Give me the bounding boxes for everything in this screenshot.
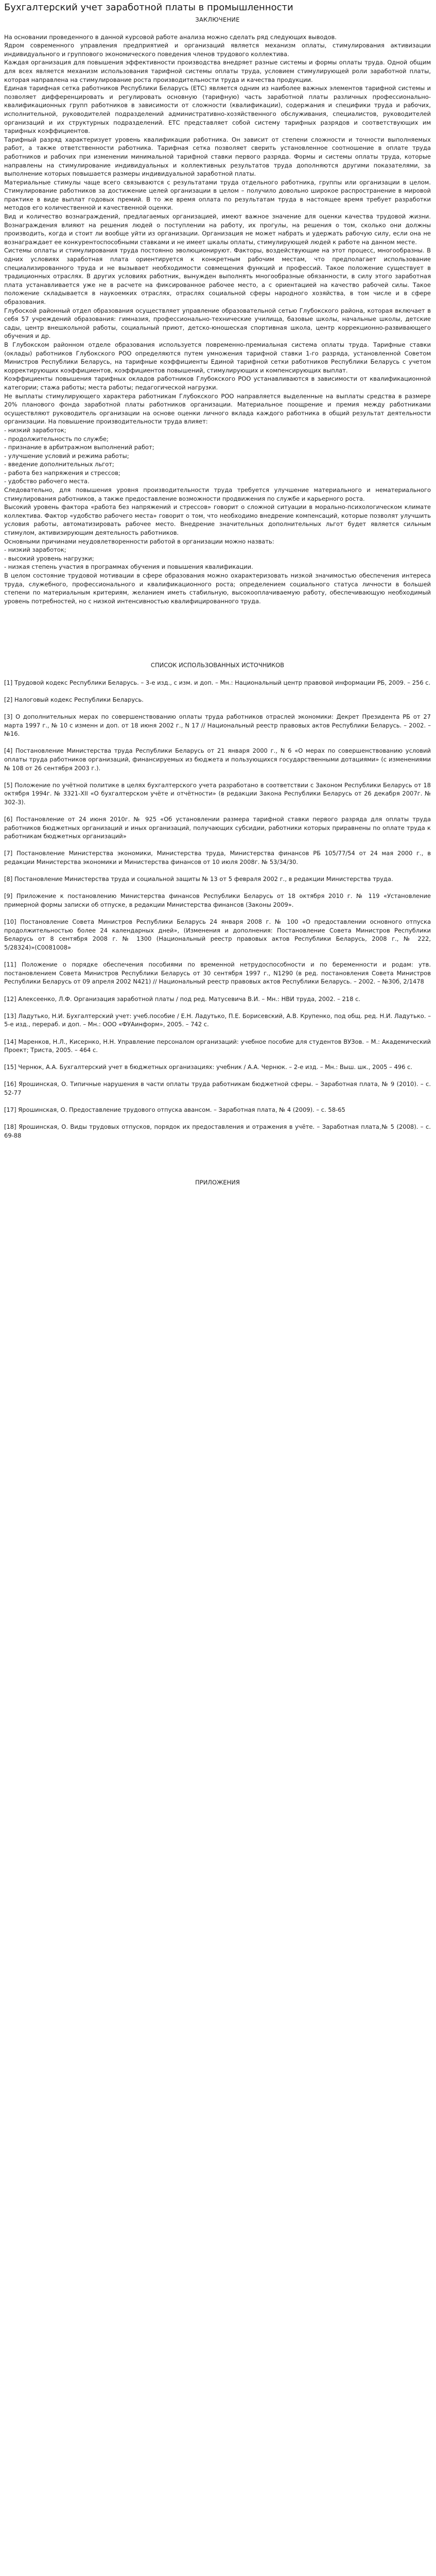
bibliography-entry: [18] Ярошинская, О. Виды трудовых отпусков, порядок их предоставления и отражения в учёте. – Заработная плата,№ 5 (2008). – с. 69-88 [4, 1123, 431, 1140]
conclusion-paragraph: Глубоской районный отдел образования осуществляет управление образовательной сетью Глубокского района, которая включает в себя 57 учреждений образования: гимназия, профессионально-технические училища, базовые школы, начальные школы, детские сады, центр внешкольной работы, социальный приют, детско-юношеская спортивная школа, центр коррекционно-развивающего обучения и др. [4, 307, 431, 340]
conclusion-paragraph: Высокий уровень фактора «работа без напряжений и стрессов» говорит о сложной ситуации в морально-психологическом климате коллектива. Фактор «удобство рабочего места» говорит о том, что необходимо внедрение компенсаций, которые позволят улучшить условия работы, автоматизировать рабочее место. Внедрение значительных дополнительных льгот будет является сильным стимулом, активизирующим деятельность работников. [4, 503, 431, 537]
conclusion-paragraph: Не выплаты стимулирующего характера работникам Глубокского РОО направляется выделенные на выплаты средства в размере 20% планового фонда заработной платы работников организации. Материальное поощрение и премия между работниками осуществляют руководитель организации на основе оценки личного вклада каждого работника в общий результат деятельности организации. На повышение производительности труда влияет: [4, 392, 431, 426]
conclusion-heading: ЗАКЛЮЧЕНИЕ [195, 16, 240, 23]
conclusion-paragraph: - низкий заработок; [4, 546, 66, 554]
conclusion-paragraph: Системы оплаты и стимулирования труда постоянно эволюционируют. Факторы, воздействующие на этот процесс, многообразны. В одних условиях заработная плата ориентируется к конкретным рабочим местам, что предполагает использование специализированного труда и не вызывает необходимости совмещения функций и профессий. Такое положение существует в традиционных отраслях. В других условиях работник, вынужден выполнять многообразные обязанности, в силу этого заработная плата устанавливается уже не в расчете на фиксированное рабочее место, а с ориентацией на качество рабочей силы. Такое положение складывается в наукоемких отраслях, отраслях социальной сферы народного хозяйства, в том числе и в сфере образования. [4, 247, 431, 306]
conclusion-paragraph: Тарифный разряд характеризует уровень квалификации работника. Он зависит от степени сложности и точности выполняемых работ, а также ответственности работника. Тарифная сетка позволяет сверить установленное соотношение в оплате труда работников и рабочих при изменении минимальной тарифной ставки первого разряда. Формы и системы оплаты труда, которые направлены на стимулирование индивидуальных и коллективных результатов труда дополняются другими показателями, за выполнение которых повышается размеры индивидуальной заработной платы. [4, 135, 431, 178]
bibliography-list [4, 679, 431, 1140]
bibliography-heading: СПИСОК ИСПОЛЬЗОВАННЫХ ИСТОЧНИКОВ [150, 662, 285, 669]
conclusion-paragraph: - низкий заработок; [4, 426, 66, 434]
bibliography-entry: [17] Ярошинская, О. Предоставление трудового отпуска авансом. – Заработная плата, № 4 (2009). – с. 58-65 [4, 1106, 345, 1114]
conclusion-paragraph: - введение дополнительных льгот; [4, 461, 114, 468]
conclusion-paragraph: В целом состояние трудовой мотивации в сфере образования можно охарактеризовать низкой значимостью обеспечения интереса труда, служебного, профессионального и квалификационного роста; определением социального статуса личности в большей степени по материальным критериям, желанием иметь стабильную, высокооплачиваемую работу, обеспечивающую необходимый уровень потребностей, но с низкой интенсивностью квалифицированного труда. [4, 572, 431, 605]
bibliography-entry: [12] Алексеенко, Л.Ф. Организация заработной платы / под ред. Матусевича В.И. – Мн.: НВИ труда, 2002. – 218 с. [4, 995, 361, 1003]
document-title: Бухгалтерский учет заработной платы в промышленности [4, 2, 293, 13]
conclusion-paragraph: Коэффициенты повышения тарифных окладов работников Глубокского РОО устанавливаются в зависимости от квалификационной категории; стажа работы; места работы; педагогической нагрузки. [4, 375, 431, 391]
bibliography-entry: [15] Чернюк, А.А. Бухгалтерский учет в бюджетных организациях: учебник / А.А. Чернюк. – 2-е изд. – Мн.: Выш. шк., 2005 – 496 с. [4, 1063, 413, 1071]
conclusion-paragraph: Вид и количество вознаграждений, предлагаемых организацией, имеют важное значение для оценки качества трудовой жизни. Вознаграждения влияют на решения людей о поступлении на работу, их прогулы, на решения о том, сколько они должны производить, когда и стоит ли вообще уйти из организации. Организация не может набрать и удержать рабочую силу, если она не вознаграждает ее конкурентоспособными ставками и не имеет шкалы оплаты, стимулирующей людей к работе на данном месте. [4, 213, 431, 246]
conclusion-paragraph: - удобство рабочего места. [4, 478, 90, 485]
conclusion-paragraph: Материальные стимулы чаще всего связываются с результатами труда отдельного работника, группы или организации в целом. Стимулирование работников за достижение целей организации в целом – получило довольно широкое распространение в мировой практике в виде выплат годовых премий. В то же время оплата по результатам труда в настоящее время требует разработки методов его количественной и качественной оценки. [4, 178, 431, 212]
bibliography-entry: [5] Положение по учётной политике в целях бухгалтерского учета разработано в соответствии с Законом Республики Беларусь от 18 октября 1994г. № 3321-XII «О бухгалтерском учёте и отчётности» (в редакции Закона Республики Беларусь от 26 декабря 2007г. № 302-3). [4, 781, 431, 806]
bibliography-entry: [10] Постановление Совета Министров Республики Беларусь 24 января 2008 г. № 100 «О предоставлении основного отпуска продолжительностью более 24 календарных дней», (Изменения и дополнения: Постановление Совета Министров Республики Беларусь от 8 сентября 2008 г. № 1300 (Национальный реестр правовых актов Республики Беларусь, 2008 г., № 222, 5/28324)»(С0081008» [4, 918, 431, 951]
bibliography-entry: [13] Ладутько, Н.И. Бухгалтерский учет: учеб.пособие / Е.Н. Ладутько, П.Е. Борисевский, А.В. Крупенко, под общ. ред. Н.И. Ладутько. – 5-е изд., перераб. и доп. – Мн.: ООО «ФУАинформ», 2005. – 742 с. [4, 1012, 431, 1028]
section-spacer [4, 605, 431, 661]
conclusion-paragraph: - работа без напряжения и стрессов; [4, 469, 120, 477]
bibliography-entry: [6] Постановление от 24 июня 2010г. № 925 «Об установлении размера тарифной ставки первого разряда для оплаты труда работников бюджетных организаций и иных организаций, получающих субсидии, работники которых приравнены по оплате труда к работникам бюджетных организаций» [4, 816, 431, 840]
appendix-heading: ПРИЛОЖЕНИЯ [195, 1179, 240, 1187]
conclusion-paragraph: Следовательно, для повышения уровня производительности труда требуется улучшение материального и нематериального стимулирования работников, а также предоставление возможности продвижения по службе и карьерного роста. [4, 486, 431, 502]
bibliography-entry: [2] Налоговый кодекс Республики Беларусь. [4, 696, 144, 703]
conclusion-paragraph: Единая тарифная сетка работников Республики Беларусь (ЕТС) является одним из наиболее важных элементов тарифной системы и позволяет дифференцировать и регулировать основную (тарифную) часть заработной платы различных профессионально-квалификационных групп работников в зависимости от сложности (квалификации), содержания и специфики труда и рабочих, исполнительной, руководителей подразделений административно-хозяйственного обслуживания, специалистов, руководителей организаций и их структурных подразделений. ЕТС представляет собой систему тарифных разрядов и соответствующих им тарифных коэффициентов. [4, 84, 431, 135]
document-page [0, 0, 436, 1187]
conclusion-paragraph: - низкая степень участия в программах обучения и повышения квалификации. [4, 563, 253, 571]
conclusion-body [4, 33, 431, 606]
conclusion-paragraph: - признание в арбитражном выполнений работ; [4, 444, 154, 451]
bibliography-entry: [11] Положение о порядке обеспечения пособиями по временной нетрудоспособности и по беременности и родам: утв. постановлением Совета Министров Республики Беларусь от 30 сентября 1997 г., N1290 (в ред. постановления Совета Министров Республики Беларусь от 09 апреля 2002 N421) // Национальный реестр правовых актов Республики Беларусь. – 2002. – №30б, 2/1478 [4, 961, 431, 986]
bibliography-entry: [8] Постановление Министерства труда и социальной защиты № 13 от 5 февраля 2002 г., в редакции Министерства труда. [4, 875, 393, 883]
section-spacer [4, 1148, 431, 1178]
conclusion-paragraph: - высокий уровень нагрузки; [4, 554, 94, 562]
conclusion-paragraph: - улучшение условий и режима работы; [4, 452, 129, 460]
conclusion-paragraph: - продолжительность по службе; [4, 435, 109, 443]
bibliography-entry: [16] Ярошинская, О. Типичные нарушения в части оплаты труда работникам бюджетной сферы. – Заработная плата, № 9 (2010). – с. 52-77 [4, 1080, 431, 1097]
bibliography-entry: [4] Постановление Министерства труда Республики Беларусь от 21 января 2000 г., N 6 «О мерах по совершенствованию условий оплаты труда работников организаций, финансируемых из бюджета и пользующихся государственными дотациями» (с изменениями № 108 от 26 сентября 2003 г.). [4, 747, 431, 772]
bibliography-entry: [9] Приложение к постановлению Министерства финансов Республики Беларусь от 18 октября 2010 г. № 119 «Установление примерной формы записки об отпуске, в редакции Министерства финансов (Законы 2009». [4, 892, 431, 908]
conclusion-paragraph: Ядром современного управления предприятией и организаций является механизм оплаты, стимулирования активизации индивидуального и группового экономического поведения членов трудового коллектива. [4, 42, 431, 58]
conclusion-paragraph: Каждая организация для повышения эффективности производства внедряет разные системы и формы оплаты труда. Одной общим для всех является механизм использования тарифной системы оплаты труда, условием стимулирующей роли заработной платы, которая направлена на стимулирование роста производительности труда и качества продукции. [4, 59, 431, 83]
section-spacer [4, 670, 431, 679]
bibliography-entry: [7] Постановление Министерства экономики, Министерства труда, Министерства финансов РБ 105/77/54 от 24 мая 2000 г., в редакции Министерства экономики и Министерства финансов от 10 июля 2008г. № 53/34/30. [4, 850, 431, 866]
bibliography-entry: [14] Маренков, Н.Л., Кисернко, Н.Н. Управление персоналом организаций: учебное пособие для студентов ВУЗов. – М.: Академический Проект; Триста, 2005. – 464 с. [4, 1038, 431, 1054]
bibliography-entry: [1] Трудовой кодекс Республики Беларусь. – 3-е изд., с изм. и доп. – Мн.: Национальный центр правовой информации РБ, 2009. – 256 с. [4, 679, 431, 686]
conclusion-paragraph: Основными причинами неудовлетворенности работой в организации можно назвать: [4, 537, 274, 545]
bibliography-entry: [3] О дополнительных мерах по совершенствованию оплаты труда работников отраслей экономики: Декрет Президента РБ от 27 марта 1997 г., № 10 с изменн и доп. от 18 июня 2002 г., N 17 // Национальный реестр правовых актов Республики Беларусь. – 2002. – №16. [4, 713, 431, 738]
conclusion-paragraph: В Глубокском районном отделе образования используется повременно-премиальная система оплаты труда. Тарифные ставки (оклады) работников Глубокского РОО определяются путем умножения тарифной ставки 1-го разряда, установленной Советом Министров Республики Беларусь, на тарифные коэффициенты Единой тарифной сетки работников Республики Беларусь с учетом корректирующих коэффициентов, коэффициентов повышений, стимулирующих и компенсирующих выплат. [4, 341, 431, 374]
conclusion-paragraph: На основании проведенного в данной курсовой работе анализа можно сделать ряд следующих выводов. [4, 33, 337, 41]
